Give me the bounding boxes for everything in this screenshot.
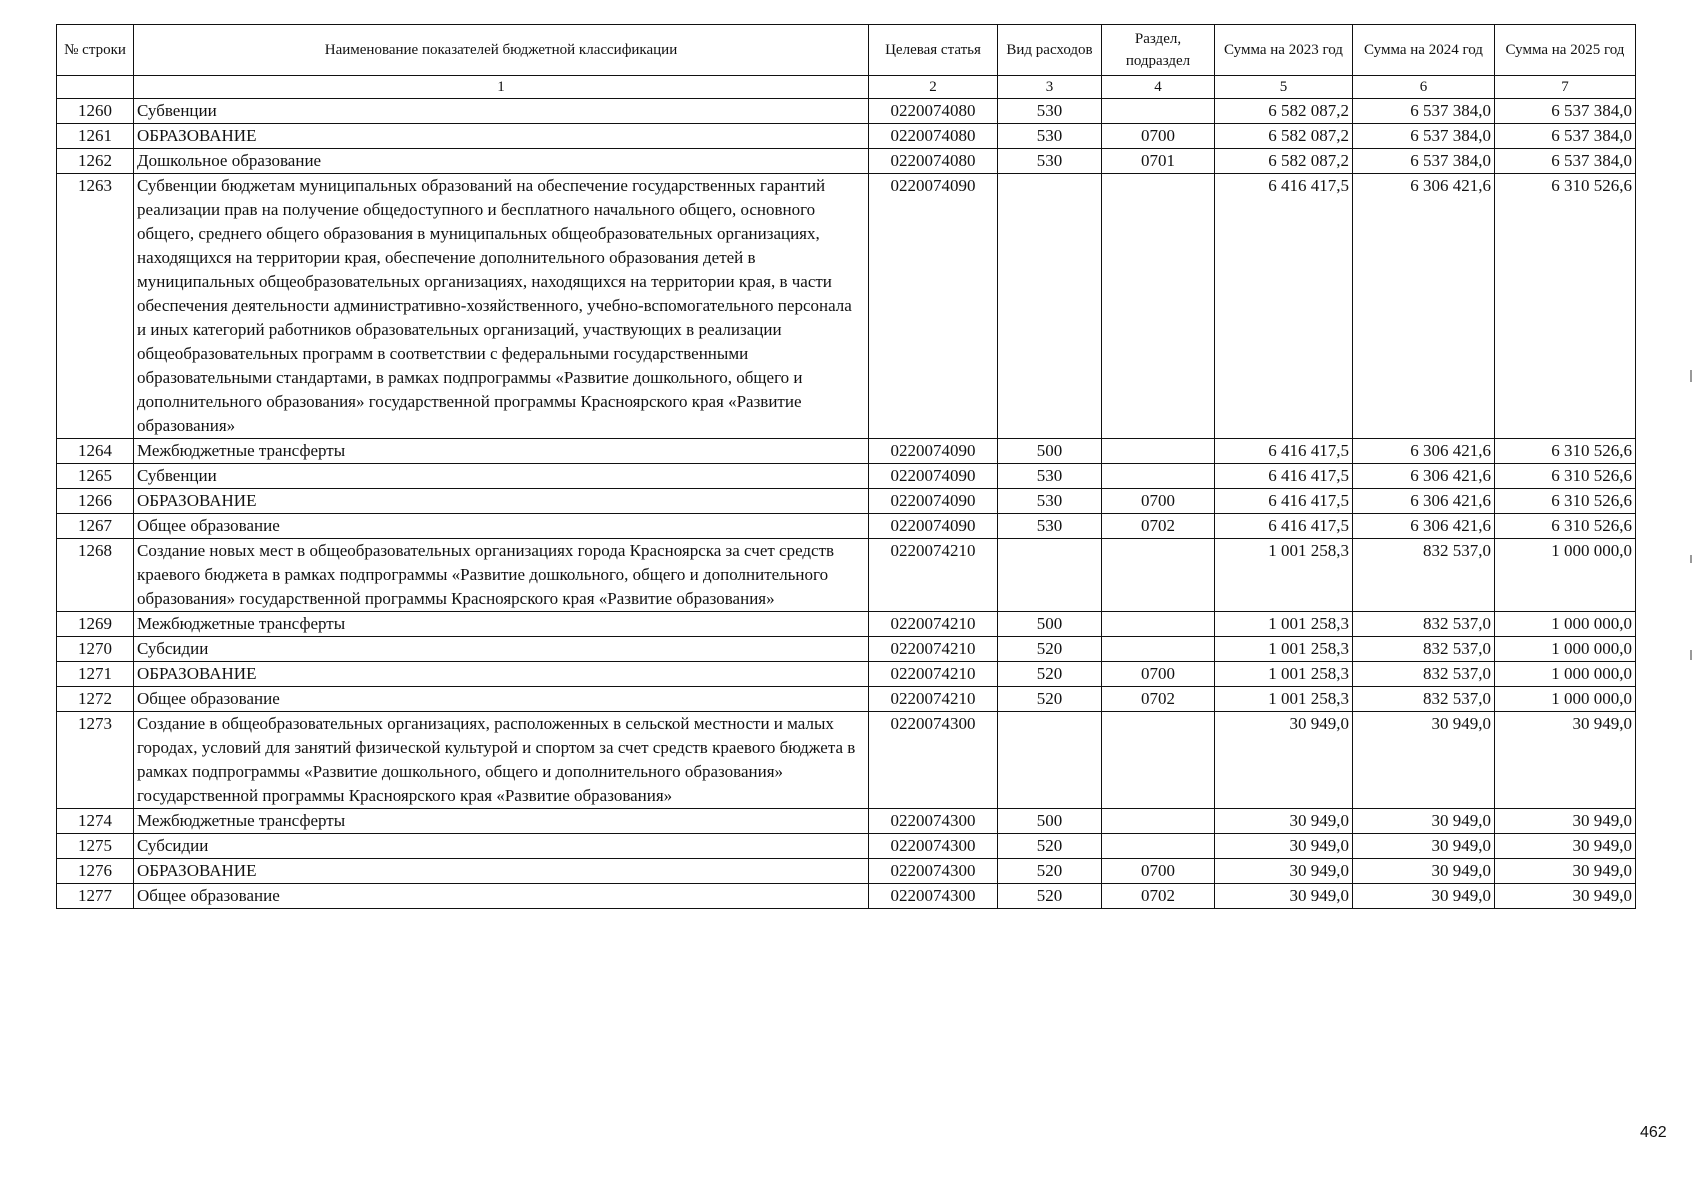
target-article: 0220074080: [869, 124, 998, 149]
target-article: 0220074210: [869, 612, 998, 637]
row-name: ОБРАЗОВАНИЕ: [134, 859, 869, 884]
expense-kind: 530: [998, 514, 1102, 539]
scan-edge-mark: [1690, 650, 1692, 660]
sum-2025: 30 949,0: [1495, 809, 1636, 834]
sum-2025: 1 000 000,0: [1495, 612, 1636, 637]
expense-kind: [998, 539, 1102, 612]
header-sum-2024: Сумма на 2024 год: [1353, 25, 1495, 76]
row-number: 1277: [57, 884, 134, 909]
row-name: Дошкольное образование: [134, 149, 869, 174]
target-article: 0220074080: [869, 149, 998, 174]
row-name: ОБРАЗОВАНИЕ: [134, 489, 869, 514]
expense-kind: 520: [998, 637, 1102, 662]
header-kind: Вид расходов: [998, 25, 1102, 76]
section-code: 0700: [1102, 662, 1215, 687]
section-code: 0700: [1102, 859, 1215, 884]
sum-2025: 6 310 526,6: [1495, 174, 1636, 439]
row-number: 1261: [57, 124, 134, 149]
table-row: [57, 174, 1636, 439]
sum-2024: 30 949,0: [1353, 809, 1495, 834]
section-code: [1102, 809, 1215, 834]
expense-kind: 530: [998, 99, 1102, 124]
sum-2023: 6 582 087,2: [1215, 124, 1353, 149]
table-body: [57, 99, 1636, 909]
expense-kind: 500: [998, 612, 1102, 637]
section-code: [1102, 99, 1215, 124]
expense-kind: [998, 174, 1102, 439]
budget-document: [56, 24, 1636, 909]
row-name: Создание в общеобразовательных организациях, расположенных в сельской местности и малых городах, условий для занятий физической культурой и спортом за счет средств краевого бюджета в рамках подпрограммы «Развитие дошкольного, общего и дополнительного образования» государственной программы Красноярского края «Развитие образования»: [134, 712, 869, 809]
header-row-no: № строки: [57, 25, 134, 76]
row-number: 1269: [57, 612, 134, 637]
row-number: 1275: [57, 834, 134, 859]
row-number: 1264: [57, 439, 134, 464]
row-number: 1274: [57, 809, 134, 834]
row-number: 1270: [57, 637, 134, 662]
sum-2024: 832 537,0: [1353, 612, 1495, 637]
column-number: 7: [1495, 76, 1636, 99]
sum-2024: 6 537 384,0: [1353, 149, 1495, 174]
expense-kind: 530: [998, 489, 1102, 514]
sum-2023: 1 001 258,3: [1215, 539, 1353, 612]
sum-2025: 1 000 000,0: [1495, 687, 1636, 712]
sum-2023: 6 416 417,5: [1215, 464, 1353, 489]
target-article: 0220074210: [869, 637, 998, 662]
header-section: Раздел, подраздел: [1102, 25, 1215, 76]
sum-2025: 1 000 000,0: [1495, 662, 1636, 687]
row-number: 1266: [57, 489, 134, 514]
table-row: [57, 489, 1636, 514]
target-article: 0220074300: [869, 712, 998, 809]
column-number: [57, 76, 134, 99]
expense-kind: [998, 712, 1102, 809]
row-number: 1273: [57, 712, 134, 809]
row-number: 1276: [57, 859, 134, 884]
sum-2025: 6 537 384,0: [1495, 124, 1636, 149]
section-code: 0700: [1102, 124, 1215, 149]
table-row: [57, 712, 1636, 809]
table-row: [57, 859, 1636, 884]
sum-2024: 6 537 384,0: [1353, 124, 1495, 149]
column-number: 5: [1215, 76, 1353, 99]
sum-2025: 1 000 000,0: [1495, 539, 1636, 612]
sum-2024: 6 306 421,6: [1353, 439, 1495, 464]
sum-2023: 1 001 258,3: [1215, 687, 1353, 712]
expense-kind: 530: [998, 149, 1102, 174]
sum-2023: 30 949,0: [1215, 859, 1353, 884]
sum-2024: 30 949,0: [1353, 834, 1495, 859]
sum-2025: 30 949,0: [1495, 712, 1636, 809]
section-code: [1102, 834, 1215, 859]
sum-2024: 832 537,0: [1353, 637, 1495, 662]
sum-2023: 1 001 258,3: [1215, 662, 1353, 687]
expense-kind: 500: [998, 439, 1102, 464]
header-name: Наименование показателей бюджетной классификации: [134, 25, 869, 76]
target-article: 0220074210: [869, 687, 998, 712]
sum-2023: 6 582 087,2: [1215, 99, 1353, 124]
sum-2024: 6 306 421,6: [1353, 464, 1495, 489]
sum-2024: 30 949,0: [1353, 884, 1495, 909]
section-code: 0701: [1102, 149, 1215, 174]
target-article: 0220074090: [869, 514, 998, 539]
target-article: 0220074090: [869, 489, 998, 514]
row-name: Субвенции: [134, 464, 869, 489]
header-sum-2023: Сумма на 2023 год: [1215, 25, 1353, 76]
sum-2025: 6 310 526,6: [1495, 514, 1636, 539]
expense-kind: 520: [998, 662, 1102, 687]
table-row: [57, 687, 1636, 712]
target-article: 0220074210: [869, 539, 998, 612]
sum-2024: 832 537,0: [1353, 687, 1495, 712]
column-number: 1: [134, 76, 869, 99]
row-name: Общее образование: [134, 687, 869, 712]
table-row: [57, 809, 1636, 834]
column-number: 6: [1353, 76, 1495, 99]
table-row: [57, 439, 1636, 464]
sum-2024: 30 949,0: [1353, 712, 1495, 809]
page-number: 462: [1640, 1124, 1667, 1141]
section-code: [1102, 439, 1215, 464]
sum-2025: 30 949,0: [1495, 834, 1636, 859]
sum-2024: 832 537,0: [1353, 662, 1495, 687]
sum-2023: 1 001 258,3: [1215, 612, 1353, 637]
section-code: [1102, 539, 1215, 612]
row-number: 1271: [57, 662, 134, 687]
table-row: [57, 612, 1636, 637]
target-article: 0220074300: [869, 884, 998, 909]
table-row: [57, 834, 1636, 859]
row-number: 1263: [57, 174, 134, 439]
budget-table: [56, 24, 1636, 909]
column-number: 2: [869, 76, 998, 99]
column-number: 3: [998, 76, 1102, 99]
sum-2024: 832 537,0: [1353, 539, 1495, 612]
table-row: [57, 637, 1636, 662]
table-row: [57, 662, 1636, 687]
row-number: 1265: [57, 464, 134, 489]
row-name: Общее образование: [134, 884, 869, 909]
row-number: 1268: [57, 539, 134, 612]
target-article: 0220074300: [869, 859, 998, 884]
section-code: [1102, 712, 1215, 809]
scan-edge-mark: [1690, 370, 1692, 382]
section-code: [1102, 464, 1215, 489]
section-code: 0700: [1102, 489, 1215, 514]
sum-2023: 30 949,0: [1215, 712, 1353, 809]
sum-2023: 6 416 417,5: [1215, 514, 1353, 539]
sum-2023: 6 416 417,5: [1215, 439, 1353, 464]
sum-2025: 30 949,0: [1495, 859, 1636, 884]
row-name: Общее образование: [134, 514, 869, 539]
sum-2025: 6 310 526,6: [1495, 489, 1636, 514]
table-row: [57, 464, 1636, 489]
row-name: Субсидии: [134, 834, 869, 859]
row-name: ОБРАЗОВАНИЕ: [134, 124, 869, 149]
section-code: 0702: [1102, 687, 1215, 712]
row-name: Субвенции: [134, 99, 869, 124]
target-article: 0220074300: [869, 834, 998, 859]
table-row: [57, 884, 1636, 909]
expense-kind: 500: [998, 809, 1102, 834]
target-article: 0220074300: [869, 809, 998, 834]
target-article: 0220074090: [869, 174, 998, 439]
sum-2025: 6 537 384,0: [1495, 99, 1636, 124]
row-number: 1267: [57, 514, 134, 539]
sum-2024: 30 949,0: [1353, 859, 1495, 884]
target-article: 0220074090: [869, 439, 998, 464]
sum-2024: 6 306 421,6: [1353, 174, 1495, 439]
target-article: 0220074080: [869, 99, 998, 124]
sum-2023: 1 001 258,3: [1215, 637, 1353, 662]
header-row: [57, 25, 1636, 76]
sum-2025: 6 537 384,0: [1495, 149, 1636, 174]
sum-2023: 6 582 087,2: [1215, 149, 1353, 174]
section-code: [1102, 637, 1215, 662]
sum-2023: 6 416 417,5: [1215, 174, 1353, 439]
sum-2023: 30 949,0: [1215, 834, 1353, 859]
section-code: [1102, 174, 1215, 439]
sum-2023: 6 416 417,5: [1215, 489, 1353, 514]
expense-kind: 530: [998, 124, 1102, 149]
header-target: Целевая статья: [869, 25, 998, 76]
row-number: 1262: [57, 149, 134, 174]
column-number-row: [57, 76, 1636, 99]
expense-kind: 520: [998, 687, 1102, 712]
sum-2025: 1 000 000,0: [1495, 637, 1636, 662]
expense-kind: 520: [998, 834, 1102, 859]
expense-kind: 530: [998, 464, 1102, 489]
sum-2025: 6 310 526,6: [1495, 439, 1636, 464]
table-row: [57, 514, 1636, 539]
row-name: ОБРАЗОВАНИЕ: [134, 662, 869, 687]
row-name: Субвенции бюджетам муниципальных образований на обеспечение государственных гарантий реализации прав на получение общедоступного и бесплатного начального общего, основного общего, среднего общего образования в муниципальных общеобразовательных организациях, находящихся на территории края, обеспечение дополнительного образования детей в муниципальных общеобразовательных организациях, находящихся на территории края, в части обеспечения деятельности административно-хозяйственного, учебно-вспомогательного персонала и иных категорий работников образовательных организаций, участвующих в реализации общеобразовательных программ в соответствии с федеральными государственными образовательными стандартами, в рамках подпрограммы «Развитие дошкольного, общего и дополнительного образования» государственной программы Красноярского края «Развитие образования»: [134, 174, 869, 439]
expense-kind: 520: [998, 884, 1102, 909]
header-sum-2025: Сумма на 2025 год: [1495, 25, 1636, 76]
sum-2024: 6 537 384,0: [1353, 99, 1495, 124]
row-name: Межбюджетные трансферты: [134, 809, 869, 834]
sum-2023: 30 949,0: [1215, 809, 1353, 834]
table-row: [57, 149, 1636, 174]
section-code: 0702: [1102, 884, 1215, 909]
sum-2023: 30 949,0: [1215, 884, 1353, 909]
row-number: 1260: [57, 99, 134, 124]
section-code: [1102, 612, 1215, 637]
row-name: Межбюджетные трансферты: [134, 439, 869, 464]
row-name: Межбюджетные трансферты: [134, 612, 869, 637]
table-row: [57, 99, 1636, 124]
table-row: [57, 124, 1636, 149]
table-row: [57, 539, 1636, 612]
scan-edge-mark: [1690, 555, 1692, 563]
row-number: 1272: [57, 687, 134, 712]
target-article: 0220074210: [869, 662, 998, 687]
expense-kind: 520: [998, 859, 1102, 884]
sum-2024: 6 306 421,6: [1353, 489, 1495, 514]
row-name: Субсидии: [134, 637, 869, 662]
section-code: 0702: [1102, 514, 1215, 539]
sum-2025: 6 310 526,6: [1495, 464, 1636, 489]
row-name: Создание новых мест в общеобразовательных организациях города Красноярска за счет средств краевого бюджета в рамках подпрограммы «Развитие дошкольного, общего и дополнительного образования» государственной программы Красноярского края «Развитие образования»: [134, 539, 869, 612]
sum-2024: 6 306 421,6: [1353, 514, 1495, 539]
column-number: 4: [1102, 76, 1215, 99]
sum-2025: 30 949,0: [1495, 884, 1636, 909]
target-article: 0220074090: [869, 464, 998, 489]
